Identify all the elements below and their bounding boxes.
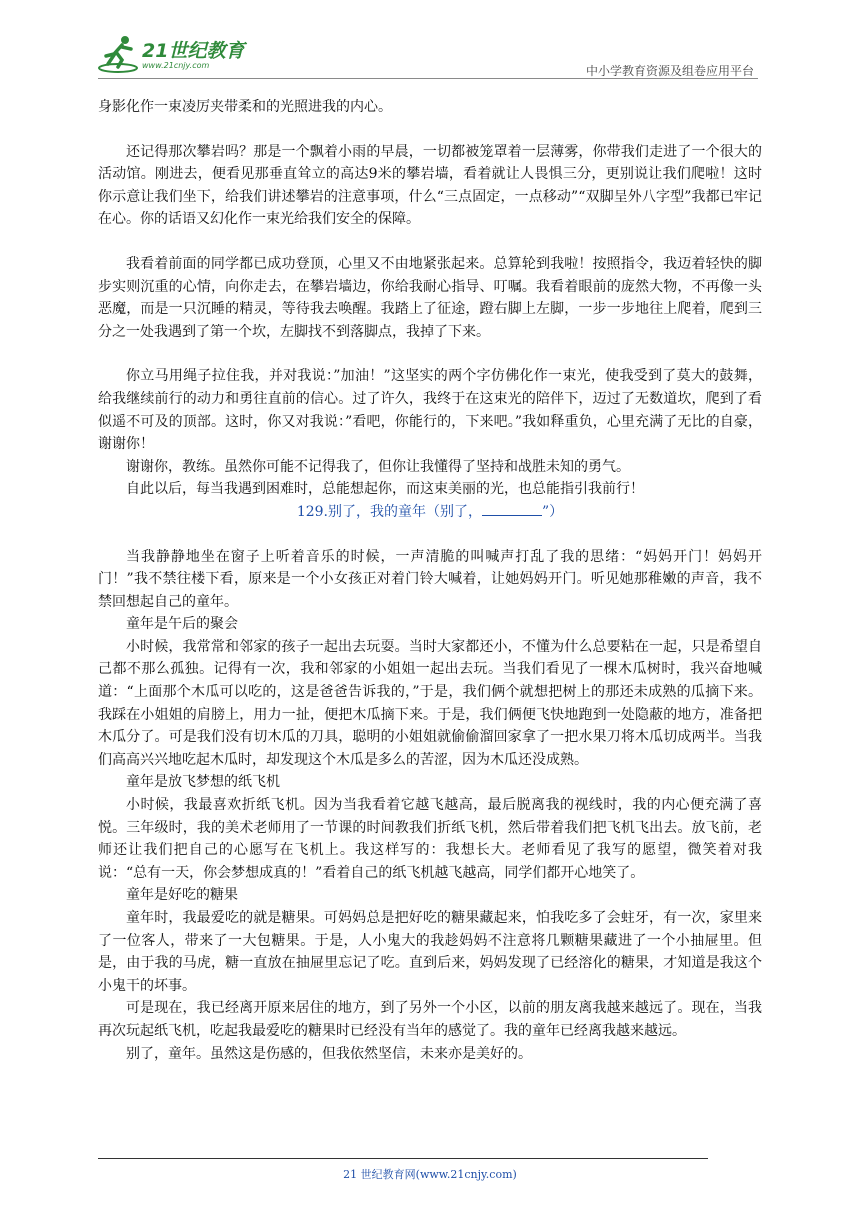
paragraph: 还记得那次攀岩吗？那是一个飘着小雨的早晨，一切都被笼罩着一层薄雾，你带我们走进了一个很大的活动馆。刚进去，便看见那垂直耸立的高达9米的攀岩墙，看着就让人畏惧三分，更别说让我们爬啦！这时你示意让我们坐下，给我们讲述攀岩的注意事项，什么“三点固定，一点移动”“双脚呈外八字型”我都已牢记在心。你的话语又幻化作一束光给我们安全的保障。 [98,143,762,228]
logo-text: 21世纪教育 [142,40,245,62]
paragraph: 我看着前面的同学都已成功登顶，心里又不由地紧张起来。总算轮到我啦！按照指令，我迈着轻快的脚步实则沉重的心情，向你走去，在攀岩墙边，你给我耐心指导、叮嘱。我看着眼前的庞然大物，不再像一头恶魔，而是一只沉睡的精灵，等待我去唤醒。我踏上了征途，蹬右脚上左脚，一步一步地往上爬着，爬到三分之一处我遇到了第一个坎，左脚找不到落脚点，我掉了下来。 [98,255,762,340]
essay-title-suffix: ”） [542,503,564,520]
paragraph: 当我静静地坐在窗子上听着音乐的时候，一声清脆的叫喊声打乱了我的思绪：“妈妈开门！妈妈开门！”我不禁往楼下看，原来是一个小女孩正对着门铃大喊着，让她妈妈开门。听见她那稚嫩的声音，我不禁回想起自己的童年。 [98,548,762,610]
essay-title [98,501,762,524]
paragraph: 身影化作一束凌厉夹带柔和的光照进我的内心。 [98,99,392,115]
logo [98,34,258,78]
paragraph: 小时候，我最喜欢折纸飞机。因为当我看着它越飞越高，最后脱离我的视线时，我的内心便充满了喜悦。三年级时，我的美术老师用了一节课的时间教我们折纸飞机，然后带着我们把飞机飞出去。放飞前，老师还让我们把自己的心愿写在飞机上。我这样写的：我想长大。老师看见了我写的愿望，微笑着对我说：“总有一天，你会梦想成真的！”看着自己的纸飞机越飞越高，同学们都开心地笑了。 [98,797,762,881]
document-body [98,96,762,1065]
footer-divider [98,1158,708,1159]
logo-url: www.21cnjy.com [142,61,210,70]
paragraph: 童年时，我最爱吃的就是糖果。可妈妈总是把好吃的糖果藏起来，怕我吃多了会蛀牙，有一次，家里来了一位客人，带来了一大包糖果。于是，人小鬼大的我趁妈妈不注意将几颗糖果藏进了一个小抽屉里。但是，由于我的马虎，糖一直放在抽屉里忘记了吃。直到后来，妈妈发现了已经溶化的糖果，才知道是我这个小鬼干的坏事。 [98,910,762,994]
paragraph: 谢谢你，教练。虽然你可能不记得我了，但你让我懂得了坚持和战胜未知的勇气。 [126,458,630,475]
page-header [98,28,758,80]
paragraph: 自此以后，每当我遇到困难时，总能想起你，而这束美丽的光，也总能指引我前行！ [126,481,644,498]
section-heading: 童年是好吃的糖果 [126,887,238,904]
runner-logo-icon [98,34,140,74]
header-divider [98,78,758,79]
paragraph: 可是现在，我已经离开原来居住的地方，到了另外一个小区，以前的朋友离我越来越远了。现在，当我再次玩起纸飞机，吃起我最爱吃的糖果时已经没有当年的感觉了。我的童年已经离我越来越远。 [98,1000,762,1039]
section-heading: 童年是午后的聚会 [126,616,238,633]
paragraph: 你立马用绳子拉住我，并对我说：”加油！”这坚实的两个字仿佛化作一束光，使我受到了莫大的鼓舞，给我继续前行的动力和勇往直前的信心。过了许久，我终于在这束光的陪伴下，迈过了无数道坎，爬到了看似遥不可及的顶部。这时，你又对我说：”看吧，你能行的，下来吧。”我如释重负，心里充满了无比的自豪，谢谢你！ [98,368,762,453]
page-footer: 21 世纪教育网(www.21cnjy.com) [343,1168,517,1181]
platform-tagline: 中小学教育资源及组卷应用平台 [585,64,754,78]
title-blank [482,503,542,516]
section-heading: 童年是放飞梦想的纸飞机 [126,774,280,791]
essay-title-prefix: 129.别了，我的童年（别了， [296,503,482,520]
paragraph: 别了，童年。虽然这是伤感的，但我依然坚信，未来亦是美好的。 [126,1045,532,1062]
paragraph: 小时候，我常常和邻家的孩子一起出去玩耍。当时大家都还小，不懂为什么总要粘在一起，只是希望自己都不那么孤独。记得有一次，我和邻家的小姐姐一起出去玩。当我们看见了一棵木瓜树时，我兴奋地喊道：“上面那个木瓜可以吃的，这是爸爸告诉我的，”于是，我们俩个就想把树上的那还未成熟的瓜摘下来。我踩在小姐姐的肩膀上，用力一扯，便把木瓜摘下来。于是，我们俩便飞快地跑到一处隐蔽的地方，准备把木瓜分了。可是我们没有切木瓜的刀具，聪明的小姐姐就偷偷溜回家拿了一把水果刀将木瓜切成两半。当我们高高兴兴地吃起木瓜时，却发现这个木瓜是多么的苦涩，因为木瓜还没成熟。 [98,638,762,768]
